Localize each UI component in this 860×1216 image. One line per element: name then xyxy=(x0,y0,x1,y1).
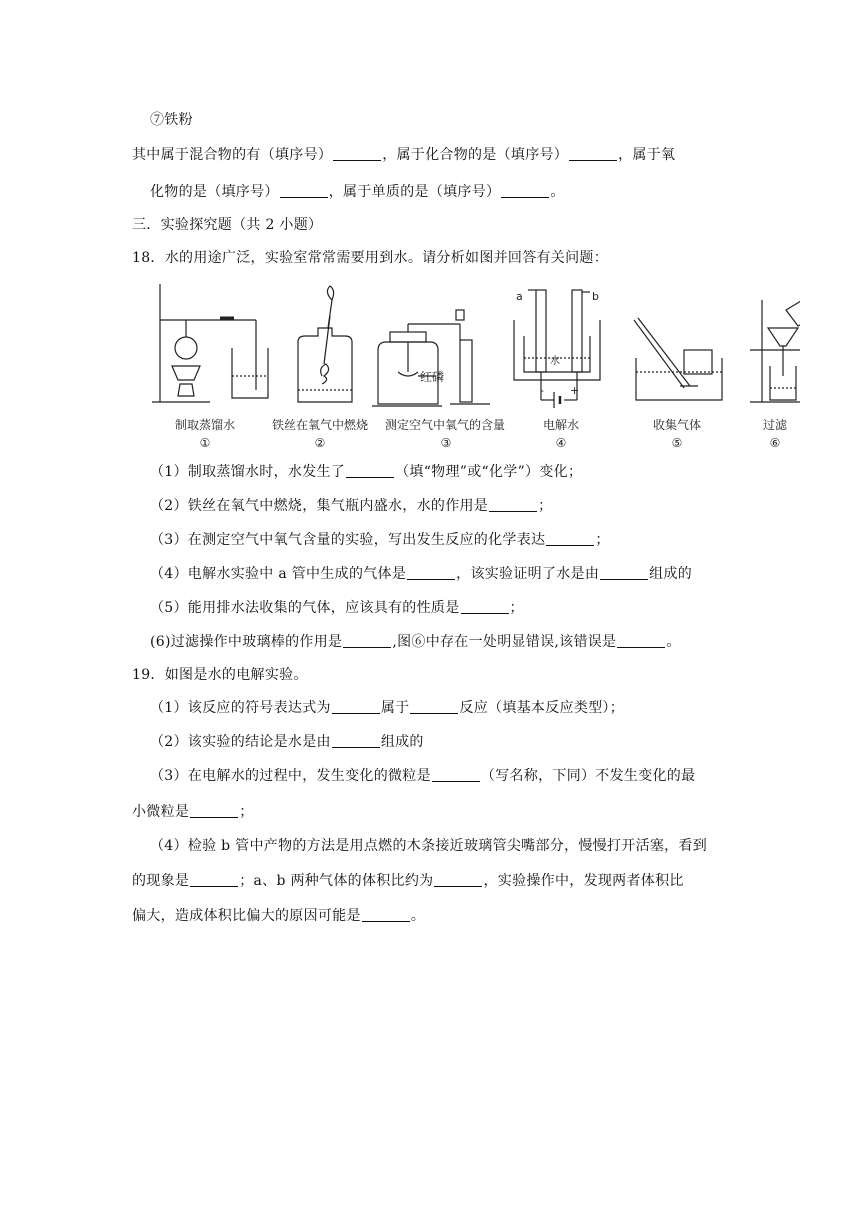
minus-sign: - xyxy=(540,384,544,397)
answer-blank[interactable] xyxy=(489,497,537,512)
red-phosphorus-label: 红磷 xyxy=(420,370,445,384)
answer-blank[interactable] xyxy=(432,767,480,782)
q19-part-4-line-1: （4）检验 b 管中产物的方法是用点燃的木条接近玻璃管尖嘴部分，慢慢打开活塞，看到 xyxy=(150,838,708,854)
q19-part-3-line-2: 小微粒是 ； xyxy=(132,804,254,820)
section-heading: 三．实验探究题（共 2 小题） xyxy=(132,217,323,233)
answer-blank[interactable] xyxy=(617,633,665,648)
answer-blank[interactable] xyxy=(190,803,238,818)
answer-blank[interactable] xyxy=(332,699,380,714)
figure-number: ⑥ xyxy=(769,436,781,450)
distillation-apparatus xyxy=(152,284,268,402)
q18-part-1: （1）制取蒸馏水时，水发生了 （填“物理”或“化学”）变化； xyxy=(150,464,583,480)
electrolysis-apparatus xyxy=(514,290,600,408)
option-7: ⑦铁粉 xyxy=(150,112,193,128)
figure-label: 电解水 xyxy=(542,418,579,432)
answer-blank[interactable] xyxy=(343,633,391,648)
answer-blank[interactable] xyxy=(346,463,394,478)
figure-number: ④ xyxy=(555,436,567,450)
oxygen-content-apparatus xyxy=(372,310,490,406)
q19-part-3-line-1: （3）在电解水的过程中，发生变化的微粒是 （写名称，下同）不发生变化的最 xyxy=(150,768,696,784)
q19-part-1: （1）该反应的符号表达式为 属于 反应（填基本反应类型）； xyxy=(150,700,625,716)
water-label: 水 xyxy=(550,356,560,367)
figure-label: 制取蒸馏水 xyxy=(174,418,235,432)
answer-blank[interactable] xyxy=(190,872,238,887)
iron-wire-bottle xyxy=(298,286,352,402)
q19-stem: 19．如图是水的电解实验。 xyxy=(132,667,308,683)
answer-blank[interactable] xyxy=(434,872,482,887)
q19-part-4-line-3: 偏大，造成体积比偏大的原因可能是 。 xyxy=(132,908,426,924)
tube-b-label: b xyxy=(592,290,599,303)
q18-stem: 18．水的用途广泛，实验室常常需要用到水。请分析如图并回答有关问题： xyxy=(132,250,609,266)
q18-part-5: （5）能用排水法收集的气体，应该具有的性质是 ； xyxy=(150,600,524,616)
gas-collection-apparatus xyxy=(634,318,722,400)
filtration-apparatus xyxy=(750,298,800,402)
answer-blank[interactable] xyxy=(546,531,594,546)
answer-blank[interactable] xyxy=(410,699,458,714)
q17-question-line-2: 化物的是（填序号） ，属于单质的是（填序号） 。 xyxy=(150,184,565,200)
figure-number: ① xyxy=(199,436,211,450)
figure-label: 铁丝在氧气中燃烧 xyxy=(271,418,368,432)
figure-label: 测定空气中氧气的含量 xyxy=(384,418,505,432)
q19-part-2: （2）该实验的结论是水是由 组成的 xyxy=(150,734,424,750)
answer-blank[interactable] xyxy=(333,146,381,161)
figure-number: ③ xyxy=(440,436,452,450)
q18-part-4: （4）电解水实验中 a 管中生成的气体是 ，该实验证明了水是由 组成的 xyxy=(150,566,693,582)
answer-blank[interactable] xyxy=(569,146,617,161)
figure-label: 收集气体 xyxy=(652,418,701,432)
experiment-figures xyxy=(150,280,800,455)
figure-label: 过滤 xyxy=(762,418,787,432)
answer-blank[interactable] xyxy=(461,599,509,614)
q17-question-line-1: 其中属于混合物的有（填序号） ，属于化合物的是（填序号） ，属于氧 xyxy=(132,147,676,163)
answer-blank[interactable] xyxy=(407,565,455,580)
plus-sign: + xyxy=(570,384,580,397)
answer-blank[interactable] xyxy=(501,183,549,198)
answer-blank[interactable] xyxy=(362,907,410,922)
figure-number: ⑤ xyxy=(671,436,683,450)
answer-blank[interactable] xyxy=(332,733,380,748)
q18-part-3: （3）在测定空气中氧气含量的实验，写出发生反应的化学表达 ； xyxy=(150,532,610,548)
answer-blank[interactable] xyxy=(600,565,648,580)
figure-number: ② xyxy=(314,436,326,450)
apparatus-drawings xyxy=(150,280,800,410)
answer-blank[interactable] xyxy=(280,183,328,198)
tube-a-label: a xyxy=(516,290,523,303)
q18-part-6: (6)过滤操作中玻璃棒的作用是 ,图⑥中存在一处明显错误,该错误是 。 xyxy=(150,634,681,650)
q19-part-4-line-2: 的现象是 ；a、b 两种气体的体积比约为 ，实验操作中，发现两者体积比 xyxy=(132,873,684,889)
q18-part-2: （2）铁丝在氧气中燃烧，集气瓶内盛水，水的作用是 ； xyxy=(150,498,553,514)
